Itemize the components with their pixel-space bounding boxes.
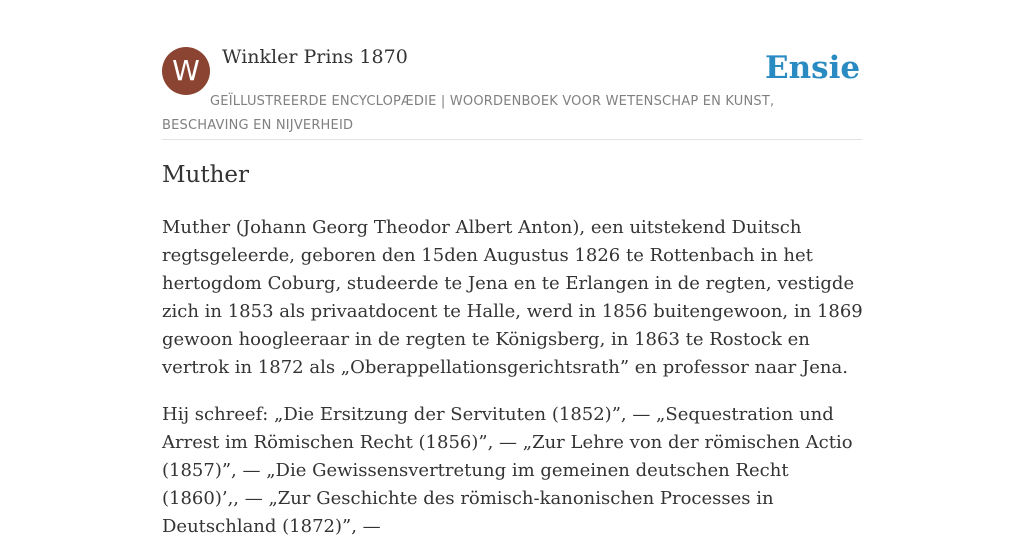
- article-title: Muther: [162, 162, 250, 188]
- article-body: [162, 214, 864, 560]
- article-paragraph: Muther (Johann Georg Theodor Albert Anton), een uitstekend Duitsch regtsgeleerde, geboren den 15den Augustus 1826 te Rottenbach in het hertogdom Coburg, studeerde te Jena en te Erlangen in de regten, vestigde zich in 1853 als privaatdocent te Halle, werd in 1856 buitengewoon, in 1869 gewoon hoogleeraar in de regten te Königsberg, in 1863 te Rostock en vertrok in 1872 als „Oberappellationsgerichtsrath” en professor naar Jena.: [162, 217, 863, 378]
- site-title-link[interactable]: Winkler Prins 1870: [222, 46, 408, 68]
- site-avatar[interactable]: W: [162, 47, 210, 95]
- site-subtitle: GEÏLLUSTREERDE ENCYCLOPÆDIE | WOORDENBOEK VOOR WETENSCHAP EN KUNST, BESCHAVING EN NIJVERHEID: [162, 94, 775, 133]
- ensie-logo[interactable]: Ensie: [765, 50, 861, 86]
- header-divider: [162, 139, 862, 140]
- article-paragraph: Hij schreef: „Die Ersitzung der Servituten (1852)”, — „Sequestration und Arrest im Römischen Recht (1856)”, — „Zur Lehre von der römischen Actio (1857)”, — „Die Gewissensvertretung im gemeinen deutschen Recht (1860)’,, — „Zur Geschichte des römisch-kanonischen Processes in Deutschland (1872)”, —: [162, 404, 853, 537]
